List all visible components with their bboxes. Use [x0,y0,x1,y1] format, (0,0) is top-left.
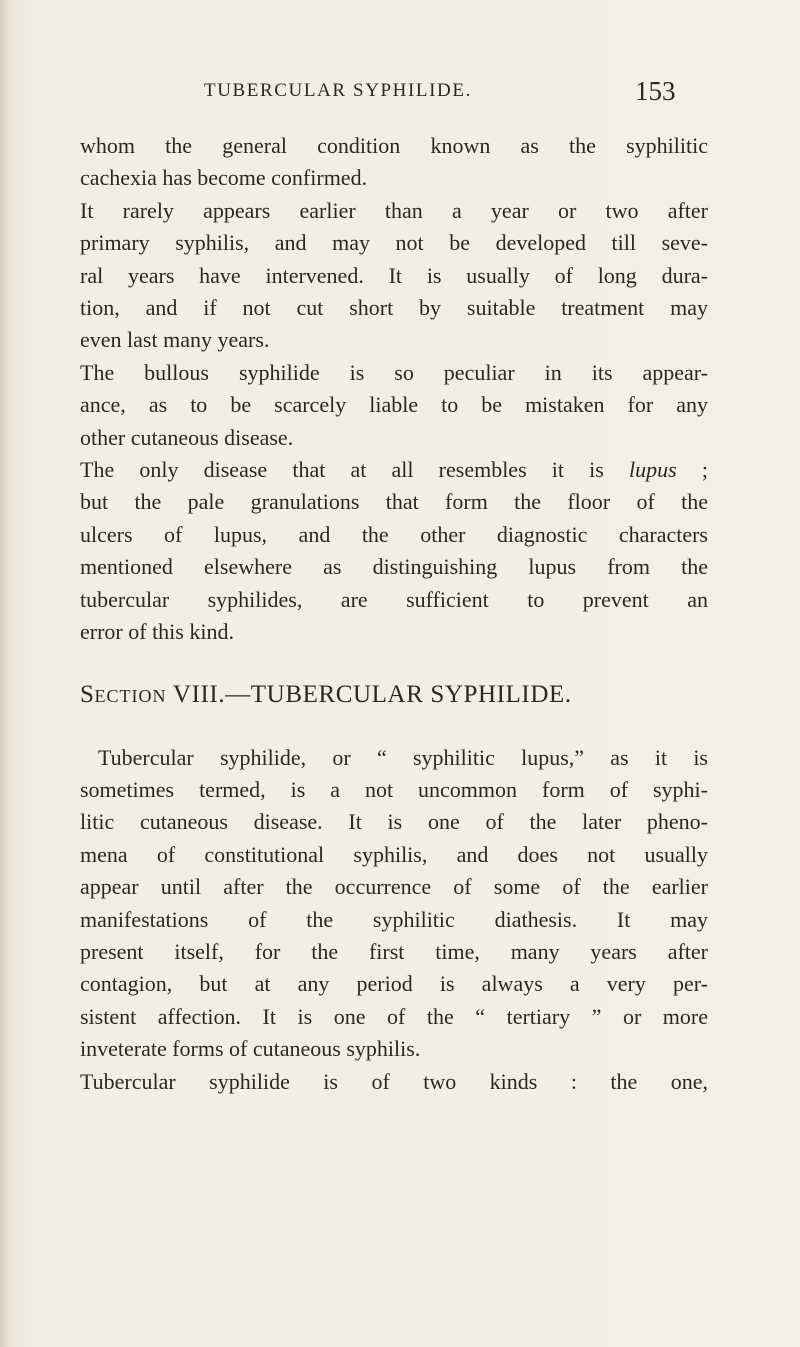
paragraph [80,130,708,195]
section-label-smallcaps: ECTION [94,685,167,706]
text-line: ulcers of lupus, and the other diagnostic characters [80,521,708,547]
text-line: mena of constitutional syphilis, and does not usually [80,841,708,867]
text-line: sistent affection. It is one of the “ tertiary ” or more [80,1003,708,1029]
text-line: ral years have intervened. It is usually of long dura- [80,262,708,288]
section-title: VIII.—TUBERCULAR SYPHILIDE. [166,680,572,708]
text-line: even last many years. [80,327,270,353]
paragraph [80,1066,708,1098]
gutter-shadow [0,0,10,1347]
text-line: contagion, but at any period is always a very per- [80,971,708,997]
text-line: manifestations of the syphilitic diathesis. It may [80,906,708,932]
text-line: Tubercular syphilide, or “ syphilitic lupus,” as it is [98,744,708,770]
paragraph [80,357,708,454]
text-line [80,454,708,486]
paragraph [80,454,708,648]
text-line: but the pale granulations that form the floor of the [80,489,708,515]
text-line: appear until after the occurrence of some of the earlier [80,874,708,900]
text-line: Tubercular syphilide is of two kinds : the one, [80,1068,708,1094]
text-line: The bullous syphilide is so peculiar in its appear- [80,359,708,385]
paragraph [80,195,708,357]
text-line: sometimes termed, is a not uncommon form of syphi- [80,776,708,802]
running-head: TUBERCULAR SYPHILIDE. [204,80,472,101]
text-line: ance, as to be scarcely liable to be mistaken for any [80,392,708,418]
text-line: primary syphilis, and may not be developed till seve- [80,230,708,256]
paragraph [80,742,708,1066]
page-number: 153 [635,76,676,106]
text-line: error of this kind. [80,619,234,645]
section-label-initial: S [80,680,95,708]
italic-word: lupus [629,457,677,483]
text-line: inveterate forms of cutaneous syphilis. [80,1036,421,1062]
text-line: tion, and if not cut short by suitable treatment may [80,295,708,321]
text-run: The only disease that at all resembles it is [80,457,630,483]
text-line: cachexia has become confirmed. [80,165,368,191]
text-line: It rarely appears earlier than a year or two after [80,197,708,223]
section-heading [80,679,708,712]
text-run: ; [676,457,708,483]
text-line: mentioned elsewhere as distinguishing lupus from the [80,554,708,580]
text-line: litic cutaneous disease. It is one of the later pheno- [80,809,708,835]
body-text [80,130,708,1098]
text-line: present itself, for the first time, many years after [80,938,708,964]
text-line: tubercular syphilides, are sufficient to prevent an [80,586,708,612]
text-line: other cutaneous disease. [80,424,294,450]
page-header [0,76,800,112]
text-line: whom the general condition known as the syphilitic [80,133,708,158]
